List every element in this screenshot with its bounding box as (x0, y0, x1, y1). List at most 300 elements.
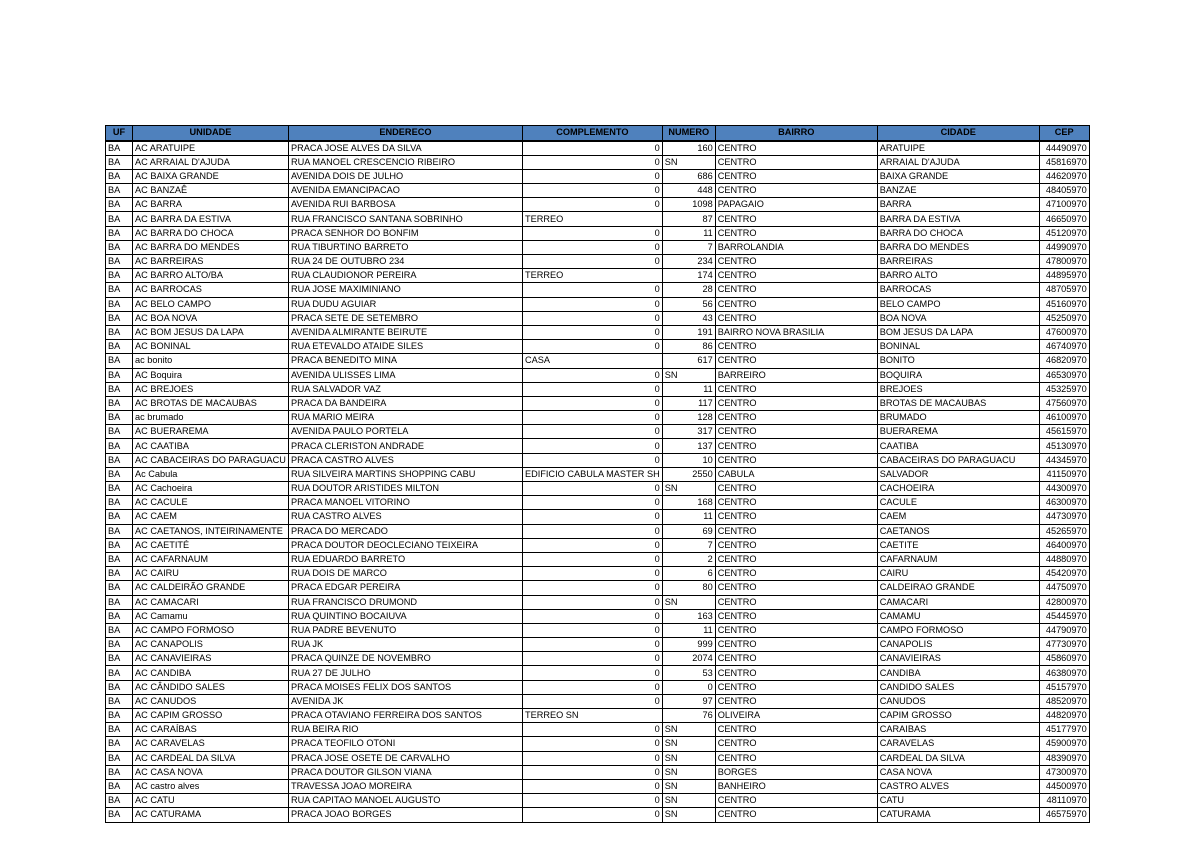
cidade-cell[interactable]: CACULE (877, 496, 1039, 510)
complemento-cell[interactable]: 0 (522, 382, 662, 396)
complemento-cell[interactable]: 0 (522, 453, 662, 467)
cidade-cell[interactable]: BROTAS DE MACAUBAS (877, 396, 1039, 410)
uf-cell[interactable]: BA (106, 184, 133, 198)
uf-cell[interactable]: BA (106, 354, 133, 368)
bairro-cell[interactable]: CENTRO (715, 382, 877, 396)
unidade-cell[interactable]: AC BARRA DA ESTIVA (133, 212, 289, 226)
complemento-cell[interactable]: 0 (522, 524, 662, 538)
cep-cell[interactable]: 47600970 (1039, 325, 1089, 339)
cidade-cell[interactable]: ARATUIPE (877, 141, 1039, 156)
endereco-cell[interactable]: PRACA DOUTOR GILSON VIANA (288, 765, 522, 779)
cidade-cell[interactable]: BONITO (877, 354, 1039, 368)
bairro-cell[interactable]: CENTRO (715, 510, 877, 524)
uf-cell[interactable]: BA (106, 198, 133, 212)
endereco-cell[interactable]: AVENIDA ALMIRANTE BEIRUTE (288, 325, 522, 339)
bairro-cell[interactable]: CENTRO (715, 723, 877, 737)
cep-cell[interactable]: 45900970 (1039, 737, 1089, 751)
unidade-cell[interactable]: AC CANAPOLIS (133, 638, 289, 652)
numero-cell[interactable] (662, 311, 715, 325)
uf-cell[interactable]: BA (106, 737, 133, 751)
numero-cell[interactable] (662, 779, 715, 793)
cidade-cell[interactable]: BOA NOVA (877, 311, 1039, 325)
unidade-cell[interactable]: AC CATURAMA (133, 808, 289, 822)
endereco-cell[interactable]: PRACA MANOEL VITORINO (288, 496, 522, 510)
numero-cell[interactable] (662, 652, 715, 666)
complemento-cell[interactable]: TERREO (522, 212, 662, 226)
uf-cell[interactable]: BA (106, 453, 133, 467)
cep-cell[interactable]: 45860970 (1039, 652, 1089, 666)
cep-cell[interactable]: 45615970 (1039, 425, 1089, 439)
endereco-cell[interactable]: PRACA BENEDITO MINA (288, 354, 522, 368)
endereco-cell[interactable]: RUA CASTRO ALVES (288, 510, 522, 524)
cep-cell[interactable]: 44820970 (1039, 709, 1089, 723)
uf-cell[interactable]: BA (106, 581, 133, 595)
cidade-cell[interactable]: BOM JESUS DA LAPA (877, 325, 1039, 339)
unidade-cell[interactable]: AC CANUDOS (133, 694, 289, 708)
uf-cell[interactable]: BA (106, 709, 133, 723)
endereco-cell[interactable]: RUA SALVADOR VAZ (288, 382, 522, 396)
unidade-cell[interactable]: AC CARAÍBAS (133, 723, 289, 737)
unidade-cell[interactable]: AC BONINAL (133, 340, 289, 354)
uf-cell[interactable]: BA (106, 155, 133, 169)
cidade-cell[interactable]: CATURAMA (877, 808, 1039, 822)
cidade-cell[interactable]: CABACEIRAS DO PARAGUACU (877, 453, 1039, 467)
endereco-cell[interactable]: RUA CAPITAO MANOEL AUGUSTO (288, 794, 522, 808)
endereco-cell[interactable]: RUA QUINTINO BOCAIUVA (288, 609, 522, 623)
complemento-cell[interactable]: 0 (522, 184, 662, 198)
uf-cell[interactable]: BA (106, 368, 133, 382)
complemento-cell[interactable]: 0 (522, 325, 662, 339)
endereco-cell[interactable]: RUA BEIRA RIO (288, 723, 522, 737)
endereco-cell[interactable]: PRACA CLERISTON ANDRADE (288, 439, 522, 453)
cep-cell[interactable]: 48390970 (1039, 751, 1089, 765)
cep-cell[interactable]: 47300970 (1039, 765, 1089, 779)
numero-cell[interactable] (662, 155, 715, 169)
uf-cell[interactable]: BA (106, 311, 133, 325)
cidade-cell[interactable]: CAFARNAUM (877, 552, 1039, 566)
complemento-cell[interactable]: 0 (522, 297, 662, 311)
complemento-cell[interactable]: 0 (522, 396, 662, 410)
uf-cell[interactable]: BA (106, 439, 133, 453)
cep-cell[interactable]: 46575970 (1039, 808, 1089, 822)
cep-cell[interactable]: 45130970 (1039, 439, 1089, 453)
numero-cell[interactable] (662, 340, 715, 354)
cep-cell[interactable]: 45177970 (1039, 723, 1089, 737)
cep-cell[interactable]: 46300970 (1039, 496, 1089, 510)
bairro-cell[interactable]: CENTRO (715, 794, 877, 808)
bairro-cell[interactable]: OLIVEIRA (715, 709, 877, 723)
endereco-cell[interactable]: AVENIDA JK (288, 694, 522, 708)
unidade-cell[interactable]: AC CAMACARI (133, 595, 289, 609)
cidade-cell[interactable]: BELO CAMPO (877, 297, 1039, 311)
cep-cell[interactable]: 46650970 (1039, 212, 1089, 226)
cidade-cell[interactable]: CANDIDO SALES (877, 680, 1039, 694)
numero-cell[interactable] (662, 751, 715, 765)
numero-cell[interactable] (662, 240, 715, 254)
cidade-cell[interactable]: CASA NOVA (877, 765, 1039, 779)
unidade-cell[interactable]: AC BAIXA GRANDE (133, 169, 289, 183)
numero-cell[interactable] (662, 794, 715, 808)
unidade-cell[interactable]: AC CANDIBA (133, 666, 289, 680)
uf-cell[interactable]: BA (106, 567, 133, 581)
bairro-cell[interactable]: CENTRO (715, 808, 877, 822)
numero-cell[interactable] (662, 439, 715, 453)
complemento-cell[interactable]: 0 (522, 155, 662, 169)
endereco-cell[interactable]: RUA 24 DE OUTUBRO 234 (288, 255, 522, 269)
endereco-cell[interactable]: RUA TIBURTINO BARRETO (288, 240, 522, 254)
numero-cell[interactable] (662, 567, 715, 581)
bairro-cell[interactable]: CENTRO (715, 567, 877, 581)
complemento-cell[interactable]: TERREO SN (522, 709, 662, 723)
bairro-cell[interactable]: CENTRO (715, 638, 877, 652)
bairro-cell[interactable]: BARREIRO (715, 368, 877, 382)
uf-cell[interactable]: BA (106, 169, 133, 183)
unidade-cell[interactable]: AC Camamu (133, 609, 289, 623)
cep-cell[interactable]: 44345970 (1039, 453, 1089, 467)
endereco-cell[interactable]: RUA FRANCISCO DRUMOND (288, 595, 522, 609)
cep-cell[interactable]: 46100970 (1039, 411, 1089, 425)
bairro-cell[interactable]: CENTRO (715, 482, 877, 496)
numero-cell[interactable] (662, 524, 715, 538)
uf-cell[interactable]: BA (106, 240, 133, 254)
bairro-cell[interactable]: CENTRO (715, 297, 877, 311)
unidade-cell[interactable]: AC CAPIM GROSSO (133, 709, 289, 723)
bairro-cell[interactable]: CENTRO (715, 439, 877, 453)
complemento-cell[interactable]: 0 (522, 694, 662, 708)
endereco-cell[interactable]: RUA MANOEL CRESCENCIO RIBEIRO (288, 155, 522, 169)
endereco-cell[interactable]: RUA SILVEIRA MARTINS SHOPPING CABU (288, 467, 522, 481)
uf-cell[interactable]: BA (106, 652, 133, 666)
endereco-cell[interactable]: RUA MARIO MEIRA (288, 411, 522, 425)
bairro-cell[interactable]: CENTRO (715, 524, 877, 538)
numero-cell[interactable] (662, 581, 715, 595)
numero-cell[interactable] (662, 609, 715, 623)
endereco-cell[interactable]: RUA EDUARDO BARRETO (288, 552, 522, 566)
endereco-cell[interactable]: PRACA DOUTOR DEOCLECIANO TEIXEIRA (288, 538, 522, 552)
endereco-cell[interactable]: PRACA CASTRO ALVES (288, 453, 522, 467)
endereco-cell[interactable]: PRACA JOAO BORGES (288, 808, 522, 822)
cidade-cell[interactable]: CANDIBA (877, 666, 1039, 680)
unidade-cell[interactable]: AC BARRA (133, 198, 289, 212)
endereco-cell[interactable]: AVENIDA ULISSES LIMA (288, 368, 522, 382)
bairro-cell[interactable]: CENTRO (715, 751, 877, 765)
cep-cell[interactable]: 45325970 (1039, 382, 1089, 396)
complemento-cell[interactable]: 0 (522, 666, 662, 680)
bairro-cell[interactable]: CENTRO (715, 283, 877, 297)
bairro-cell[interactable]: CENTRO (715, 354, 877, 368)
cep-cell[interactable]: 45420970 (1039, 567, 1089, 581)
cep-cell[interactable]: 44880970 (1039, 552, 1089, 566)
uf-cell[interactable]: BA (106, 552, 133, 566)
cep-cell[interactable]: 44500970 (1039, 779, 1089, 793)
cep-cell[interactable]: 45250970 (1039, 311, 1089, 325)
complemento-cell[interactable]: 0 (522, 311, 662, 325)
bairro-cell[interactable]: CENTRO (715, 581, 877, 595)
complemento-cell[interactable]: TERREO (522, 269, 662, 283)
complemento-cell[interactable]: 0 (522, 198, 662, 212)
complemento-cell[interactable]: 0 (522, 723, 662, 737)
bairro-cell[interactable]: CENTRO (715, 538, 877, 552)
endereco-cell[interactable]: RUA DOUTOR ARISTIDES MILTON (288, 482, 522, 496)
numero-cell[interactable] (662, 255, 715, 269)
bairro-cell[interactable]: CENTRO (715, 411, 877, 425)
cep-cell[interactable]: 44790970 (1039, 623, 1089, 637)
unidade-cell[interactable]: AC BOM JESUS DA LAPA (133, 325, 289, 339)
unidade-cell[interactable]: AC BARRO ALTO/BA (133, 269, 289, 283)
bairro-cell[interactable]: CENTRO (715, 453, 877, 467)
endereco-cell[interactable]: RUA JK (288, 638, 522, 652)
complemento-cell[interactable]: 0 (522, 368, 662, 382)
bairro-cell[interactable]: CENTRO (715, 552, 877, 566)
bairro-cell[interactable]: PAPAGAIO (715, 198, 877, 212)
cidade-cell[interactable]: CANUDOS (877, 694, 1039, 708)
complemento-cell[interactable]: CASA (522, 354, 662, 368)
uf-cell[interactable]: BA (106, 496, 133, 510)
bairro-cell[interactable]: BARROLANDIA (715, 240, 877, 254)
numero-cell[interactable] (662, 226, 715, 240)
bairro-cell[interactable]: CENTRO (715, 311, 877, 325)
uf-cell[interactable]: BA (106, 255, 133, 269)
cidade-cell[interactable]: CAIRU (877, 567, 1039, 581)
cep-cell[interactable]: 47100970 (1039, 198, 1089, 212)
numero-cell[interactable] (662, 269, 715, 283)
endereco-cell[interactable]: PRACA MOISES FELIX DOS SANTOS (288, 680, 522, 694)
endereco-cell[interactable]: PRACA JOSE ALVES DA SILVA (288, 141, 522, 156)
numero-cell[interactable] (662, 325, 715, 339)
endereco-cell[interactable]: PRACA TEOFILO OTONI (288, 737, 522, 751)
unidade-cell[interactable]: AC BARRA DO CHOCA (133, 226, 289, 240)
endereco-cell[interactable]: RUA FRANCISCO SANTANA SOBRINHO (288, 212, 522, 226)
unidade-cell[interactable]: AC CAEM (133, 510, 289, 524)
uf-cell[interactable]: BA (106, 765, 133, 779)
unidade-cell[interactable]: AC BELO CAMPO (133, 297, 289, 311)
unidade-cell[interactable]: ac bonito (133, 354, 289, 368)
unidade-cell[interactable]: AC CATU (133, 794, 289, 808)
numero-cell[interactable] (662, 425, 715, 439)
unidade-cell[interactable]: AC BUERAREMA (133, 425, 289, 439)
unidade-cell[interactable]: AC BANZAÊ (133, 184, 289, 198)
numero-cell[interactable] (662, 212, 715, 226)
bairro-cell[interactable]: CENTRO (715, 396, 877, 410)
numero-cell[interactable] (662, 283, 715, 297)
numero-cell[interactable] (662, 382, 715, 396)
complemento-cell[interactable]: 0 (522, 340, 662, 354)
cidade-cell[interactable]: CAMACARI (877, 595, 1039, 609)
complemento-cell[interactable]: 0 (522, 808, 662, 822)
cidade-cell[interactable]: CALDEIRAO GRANDE (877, 581, 1039, 595)
bairro-cell[interactable]: CENTRO (715, 652, 877, 666)
bairro-cell[interactable]: CENTRO (715, 269, 877, 283)
bairro-cell[interactable]: CENTRO (715, 623, 877, 637)
complemento-cell[interactable]: 0 (522, 751, 662, 765)
uf-cell[interactable]: BA (106, 808, 133, 822)
unidade-cell[interactable]: AC CARAVELAS (133, 737, 289, 751)
cidade-cell[interactable]: CARDEAL DA SILVA (877, 751, 1039, 765)
bairro-cell[interactable]: CENTRO (715, 340, 877, 354)
cep-cell[interactable]: 44750970 (1039, 581, 1089, 595)
complemento-cell[interactable]: 0 (522, 482, 662, 496)
unidade-cell[interactable]: AC castro alves (133, 779, 289, 793)
unidade-cell[interactable]: AC BOA NOVA (133, 311, 289, 325)
numero-cell[interactable] (662, 482, 715, 496)
numero-cell[interactable] (662, 723, 715, 737)
unidade-cell[interactable]: AC CARDEAL DA SILVA (133, 751, 289, 765)
cep-cell[interactable]: 47800970 (1039, 255, 1089, 269)
unidade-cell[interactable]: AC CABACEIRAS DO PARAGUACU (133, 453, 289, 467)
endereco-cell[interactable]: RUA PADRE BEVENUTO (288, 623, 522, 637)
bairro-cell[interactable]: CENTRO (715, 141, 877, 156)
cidade-cell[interactable]: CAETANOS (877, 524, 1039, 538)
cep-cell[interactable]: 48705970 (1039, 283, 1089, 297)
unidade-cell[interactable]: AC CAETANOS, INTEIRINAMENTE (133, 524, 289, 538)
unidade-cell[interactable]: AC ARATUIPE (133, 141, 289, 156)
unidade-cell[interactable]: AC Cachoeira (133, 482, 289, 496)
uf-cell[interactable]: BA (106, 723, 133, 737)
endereco-cell[interactable]: AVENIDA RUI BARBOSA (288, 198, 522, 212)
bairro-cell[interactable]: CENTRO (715, 496, 877, 510)
numero-cell[interactable] (662, 623, 715, 637)
cidade-cell[interactable]: BUERAREMA (877, 425, 1039, 439)
bairro-cell[interactable]: CENTRO (715, 255, 877, 269)
endereco-cell[interactable]: RUA JOSE MAXIMINIANO (288, 283, 522, 297)
numero-cell[interactable] (662, 198, 715, 212)
unidade-cell[interactable]: AC BARROCAS (133, 283, 289, 297)
numero-cell[interactable] (662, 354, 715, 368)
bairro-cell[interactable]: CENTRO (715, 425, 877, 439)
unidade-cell[interactable]: AC CANAVIEIRAS (133, 652, 289, 666)
endereco-cell[interactable]: PRACA EDGAR PEREIRA (288, 581, 522, 595)
numero-cell[interactable] (662, 368, 715, 382)
complemento-cell[interactable]: 0 (522, 623, 662, 637)
complemento-cell[interactable]: 0 (522, 538, 662, 552)
bairro-cell[interactable]: BAIRRO NOVA BRASILIA (715, 325, 877, 339)
numero-cell[interactable] (662, 595, 715, 609)
endereco-cell[interactable]: PRACA DO MERCADO (288, 524, 522, 538)
endereco-cell[interactable]: RUA DOIS DE MARCO (288, 567, 522, 581)
uf-cell[interactable]: BA (106, 325, 133, 339)
cep-cell[interactable]: 45160970 (1039, 297, 1089, 311)
endereco-cell[interactable]: PRACA DA BANDEIRA (288, 396, 522, 410)
cidade-cell[interactable]: SALVADOR (877, 467, 1039, 481)
cidade-cell[interactable]: CAPIM GROSSO (877, 709, 1039, 723)
uf-cell[interactable]: BA (106, 623, 133, 637)
endereco-cell[interactable]: TRAVESSA JOAO MOREIRA (288, 779, 522, 793)
cep-cell[interactable]: 44490970 (1039, 141, 1089, 156)
uf-cell[interactable]: BA (106, 212, 133, 226)
numero-cell[interactable] (662, 666, 715, 680)
cidade-cell[interactable]: CAMPO FORMOSO (877, 623, 1039, 637)
cep-cell[interactable]: 46740970 (1039, 340, 1089, 354)
numero-cell[interactable] (662, 467, 715, 481)
cidade-cell[interactable]: CAATIBA (877, 439, 1039, 453)
uf-cell[interactable]: BA (106, 297, 133, 311)
uf-cell[interactable]: BA (106, 141, 133, 156)
unidade-cell[interactable]: AC Boquira (133, 368, 289, 382)
complemento-cell[interactable]: 0 (522, 638, 662, 652)
cidade-cell[interactable]: BANZAE (877, 184, 1039, 198)
complemento-cell[interactable]: 0 (522, 255, 662, 269)
numero-cell[interactable] (662, 765, 715, 779)
uf-cell[interactable]: BA (106, 694, 133, 708)
uf-cell[interactable]: BA (106, 467, 133, 481)
unidade-cell[interactable]: AC CAETITÉ (133, 538, 289, 552)
uf-cell[interactable]: BA (106, 396, 133, 410)
numero-cell[interactable] (662, 552, 715, 566)
bairro-cell[interactable]: CENTRO (715, 169, 877, 183)
cidade-cell[interactable]: CANAVIEIRAS (877, 652, 1039, 666)
endereco-cell[interactable]: RUA CLAUDIONOR PEREIRA (288, 269, 522, 283)
unidade-cell[interactable]: AC BARRA DO MENDES (133, 240, 289, 254)
cep-cell[interactable]: 45816970 (1039, 155, 1089, 169)
numero-cell[interactable] (662, 638, 715, 652)
cep-cell[interactable]: 42800970 (1039, 595, 1089, 609)
endereco-cell[interactable]: PRACA JOSE OSETE DE CARVALHO (288, 751, 522, 765)
endereco-cell[interactable]: AVENIDA PAULO PORTELA (288, 425, 522, 439)
bairro-cell[interactable]: CENTRO (715, 184, 877, 198)
unidade-cell[interactable]: AC CAIRU (133, 567, 289, 581)
bairro-cell[interactable]: CENTRO (715, 595, 877, 609)
cidade-cell[interactable]: BARRA DO CHOCA (877, 226, 1039, 240)
cidade-cell[interactable]: CASTRO ALVES (877, 779, 1039, 793)
complemento-cell[interactable]: 0 (522, 779, 662, 793)
unidade-cell[interactable]: ac brumado (133, 411, 289, 425)
uf-cell[interactable]: BA (106, 269, 133, 283)
complemento-cell[interactable]: 0 (522, 581, 662, 595)
cidade-cell[interactable]: BARROCAS (877, 283, 1039, 297)
endereco-cell[interactable]: PRACA OTAVIANO FERREIRA DOS SANTOS (288, 709, 522, 723)
bairro-cell[interactable]: CENTRO (715, 680, 877, 694)
numero-cell[interactable] (662, 680, 715, 694)
numero-cell[interactable] (662, 694, 715, 708)
cidade-cell[interactable]: BARRA DA ESTIVA (877, 212, 1039, 226)
cep-cell[interactable]: 46530970 (1039, 368, 1089, 382)
uf-cell[interactable]: BA (106, 340, 133, 354)
cidade-cell[interactable]: CARAIBAS (877, 723, 1039, 737)
uf-cell[interactable]: BA (106, 510, 133, 524)
bairro-cell[interactable]: BANHEIRO (715, 779, 877, 793)
uf-cell[interactable]: BA (106, 666, 133, 680)
numero-cell[interactable] (662, 141, 715, 156)
unidade-cell[interactable]: AC CÂNDIDO SALES (133, 680, 289, 694)
bairro-cell[interactable]: CENTRO (715, 155, 877, 169)
cep-cell[interactable]: 47560970 (1039, 396, 1089, 410)
uf-cell[interactable]: BA (106, 283, 133, 297)
complemento-cell[interactable]: EDIFICIO CABULA MASTER SH (522, 467, 662, 481)
uf-cell[interactable]: BA (106, 524, 133, 538)
cep-cell[interactable]: 47730970 (1039, 638, 1089, 652)
cidade-cell[interactable]: BARREIRAS (877, 255, 1039, 269)
uf-cell[interactable]: BA (106, 482, 133, 496)
bairro-cell[interactable]: CABULA (715, 467, 877, 481)
unidade-cell[interactable]: AC BREJOES (133, 382, 289, 396)
cep-cell[interactable]: 48520970 (1039, 694, 1089, 708)
cidade-cell[interactable]: BARRA (877, 198, 1039, 212)
endereco-cell[interactable]: RUA DUDU AGUIAR (288, 297, 522, 311)
unidade-cell[interactable]: AC ARRAIAL D'AJUDA (133, 155, 289, 169)
cep-cell[interactable]: 48110970 (1039, 794, 1089, 808)
numero-cell[interactable] (662, 510, 715, 524)
numero-cell[interactable] (662, 453, 715, 467)
endereco-cell[interactable]: AVENIDA EMANCIPACAO (288, 184, 522, 198)
endereco-cell[interactable]: PRACA SETE DE SETEMBRO (288, 311, 522, 325)
complemento-cell[interactable]: 0 (522, 595, 662, 609)
uf-cell[interactable]: BA (106, 794, 133, 808)
complemento-cell[interactable]: 0 (522, 226, 662, 240)
bairro-cell[interactable]: CENTRO (715, 226, 877, 240)
cidade-cell[interactable]: CANAPOLIS (877, 638, 1039, 652)
complemento-cell[interactable]: 0 (522, 765, 662, 779)
complemento-cell[interactable]: 0 (522, 439, 662, 453)
